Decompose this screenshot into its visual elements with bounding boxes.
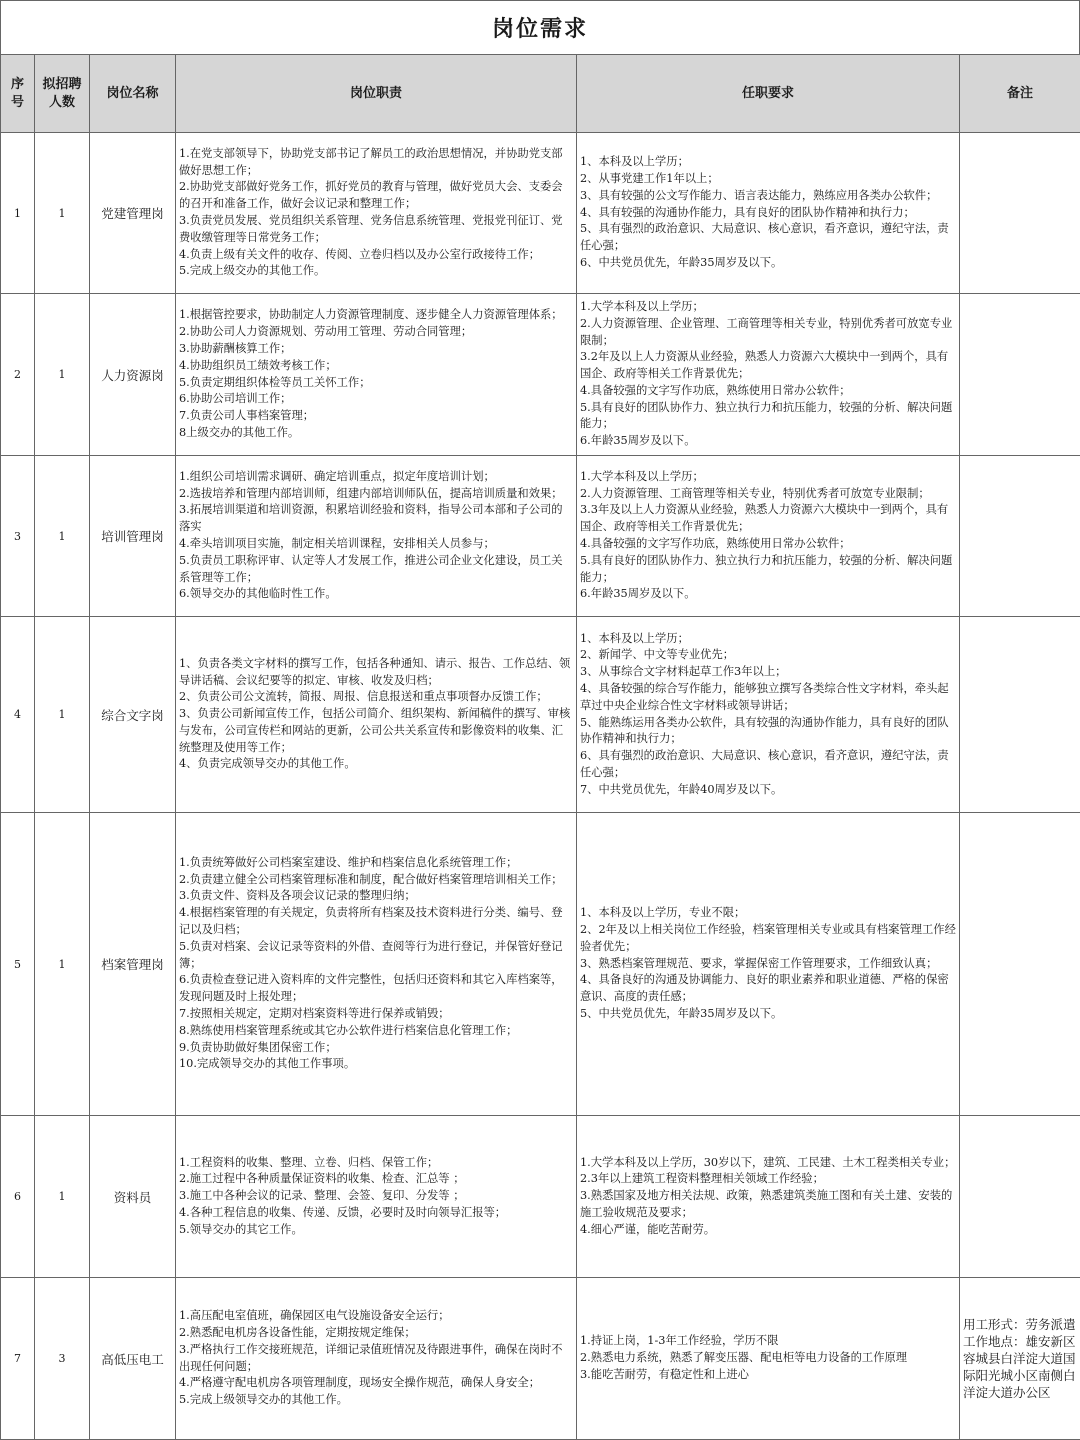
row-notes bbox=[960, 133, 1080, 294]
header-row bbox=[1, 55, 1080, 133]
header-no: 序号 bbox=[1, 55, 35, 133]
header-name: 岗位名称 bbox=[90, 55, 176, 133]
row-no: 2 bbox=[1, 294, 35, 456]
table-row bbox=[1, 617, 1080, 813]
row-notes bbox=[960, 617, 1080, 813]
row-count: 1 bbox=[35, 617, 90, 813]
table-row bbox=[1, 456, 1080, 617]
table-row bbox=[1, 813, 1080, 1116]
row-notes bbox=[960, 813, 1080, 1116]
row-position-name: 综合文字岗 bbox=[90, 617, 176, 813]
table-row bbox=[1, 294, 1080, 456]
row-position-name: 资料员 bbox=[90, 1116, 176, 1278]
row-duties: 1.工程资料的收集、整理、立卷、归档、保管工作； 2.施工过程中各种质量保证资料的收集、检查、汇总等 ； 3.施工中各种会议的记录、整理、会签、复印、分发等 ； 4.各种工程信息的收集、传递、反馈，必要时及时向领导汇报等； 5.领导交办的其它工作。 bbox=[176, 1116, 577, 1278]
header-requirements: 任职要求 bbox=[577, 55, 960, 133]
row-count: 1 bbox=[35, 456, 90, 617]
row-no: 7 bbox=[1, 1278, 35, 1440]
row-position-name: 培训管理岗 bbox=[90, 456, 176, 617]
row-count: 3 bbox=[35, 1278, 90, 1440]
row-notes bbox=[960, 294, 1080, 456]
row-requirements: 1.大学本科及以上学历； 2.人力资源管理、企业管理、工商管理等相关专业，特别优秀者可放宽专业限制； 3.2年及以上人力资源从业经验，熟悉人力资源六大模块中一到两个，具有国企、政府等相关工作背景优先； 4.具备较强的文字写作功底，熟练使用日常办公软件； 5.具有良好的团队协作力、独立执行力和抗压能力，较强的分析、解决问题能力； 6.年龄35周岁及以下。 bbox=[577, 294, 960, 456]
row-position-name: 党建管理岗 bbox=[90, 133, 176, 294]
row-no: 1 bbox=[1, 133, 35, 294]
row-no: 6 bbox=[1, 1116, 35, 1278]
row-duties: 1.在党支部领导下，协助党支部书记了解员工的政治思想情况，并协助党支部做好思想工作； 2.协助党支部做好党务工作，抓好党员的教育与管理，做好党员大会、支委会的召开和准备工作，做好会议记录和整理工作； 3.负责党员发展、党员组织关系管理、党务信息系统管理、党报党刊征订、党费收缴管理等日常党务工作； 4.负责上级有关文件的收存、传阅、立卷归档以及办公室行政接待工作； 5.完成上级交办的其他工作。 bbox=[176, 133, 577, 294]
row-duties: 1.负责统筹做好公司档案室建设、维护和档案信息化系统管理工作； 2.负责建立健全公司档案管理标准和制度，配合做好档案管理培训相关工作； 3.负责文件、资料及各项会议记录的整理归纳； 4.根据档案管理的有关规定，负责将所有档案及技术资料进行分类、编号、登记以及归档； 5.负责对档案、会议记录等资料的外借、查阅等行为进行登记，并保管好登记簿； 6.负责检查登记进入资料库的文件完整性，包括归还资料和其它入库档案等，发现问题及时上报处理； 7.按照相关规定，定期对档案资料等进行保养或销毁； 8.熟练使用档案管理系统或其它办公软件进行档案信息化管理工作； 9.负责协助做好集团保密工作； 10.完成领导交办的其他工作事项。 bbox=[176, 813, 577, 1116]
table-row bbox=[1, 1278, 1080, 1440]
row-count: 1 bbox=[35, 133, 90, 294]
row-requirements: 1、本科及以上学历，专业不限； 2、2年及以上相关岗位工作经验，档案管理相关专业或具有档案管理工作经验者优先； 3、熟悉档案管理规范、要求，掌握保密工作管理要求，工作细致认真； 4、具备良好的沟通及协调能力、良好的职业素养和职业道德、严格的保密意识、高度的责任感； 5、中共党员优先，年龄35周岁及以下。 bbox=[577, 813, 960, 1116]
row-notes bbox=[960, 1116, 1080, 1278]
row-count: 1 bbox=[35, 813, 90, 1116]
header-duties: 岗位职责 bbox=[176, 55, 577, 133]
row-no: 4 bbox=[1, 617, 35, 813]
row-requirements: 1.大学本科及以上学历； 2.人力资源管理、工商管理等相关专业，特别优秀者可放宽专业限制； 3.3年及以上人力资源从业经验，熟悉人力资源六大模块中一到两个，具有国企、政府等相关工作背景优先； 4.具备较强的文字写作功底，熟练使用日常办公软件； 5.具有良好的团队协作力、独立执行力和抗压能力，较强的分析、解决问题能力； 6.年龄35周岁及以下。 bbox=[577, 456, 960, 617]
row-duties: 1.高压配电室值班，确保园区电气设施设备安全运行； 2.熟悉配电机房各设备性能，定期按规定维保； 3.严格执行工作交接班规范，详细记录值班情况及待跟进事件，确保在岗时不出现任何问题； 4.严格遵守配电机房各项管理制度，现场安全操作规范，确保人身安全； 5.完成上级领导交办的其他工作。 bbox=[176, 1278, 577, 1440]
row-notes: 用工形式：劳务派遣 工作地点：雄安新区容城县白洋淀大道国际阳光城小区南侧白洋淀大道办公区 bbox=[960, 1278, 1080, 1440]
row-requirements: 1、本科及以上学历； 2、新闻学、中文等专业优先； 3、从事综合文字材料起草工作3年以上； 4、具备较强的综合写作能力，能够独立撰写各类综合性文字材料，牵头起草过中央企业综合性文字材料或领导讲话； 5、能熟练运用各类办公软件，具有较强的沟通协作能力，具有良好的团队协作精神和执行力； 6、具有强烈的政治意识、大局意识、核心意识，看齐意识，遵纪守法，责任心强； 7、中共党员优先，年龄40周岁及以下。 bbox=[577, 617, 960, 813]
row-count: 1 bbox=[35, 1116, 90, 1278]
header-notes: 备注 bbox=[960, 55, 1080, 133]
row-count: 1 bbox=[35, 294, 90, 456]
job-table bbox=[0, 54, 1080, 1440]
row-no: 5 bbox=[1, 813, 35, 1116]
table-row bbox=[1, 133, 1080, 294]
row-no: 3 bbox=[1, 456, 35, 617]
row-position-name: 档案管理岗 bbox=[90, 813, 176, 1116]
row-notes bbox=[960, 456, 1080, 617]
row-requirements: 1.持证上岗，1-3年工作经验，学历不限 2.熟悉电力系统，熟悉了解变压器、配电柜等电力设备的工作原理 3.能吃苦耐劳，有稳定性和上进心 bbox=[577, 1278, 960, 1440]
header-count: 拟招聘人数 bbox=[35, 55, 90, 133]
table-row bbox=[1, 1116, 1080, 1278]
row-requirements: 1.大学本科及以上学历，30岁以下，建筑、工民建、土木工程类相关专业； 2.3年以上建筑工程资料整理相关领域工作经验； 3.熟悉国家及地方相关法规、政策，熟悉建筑类施工图和有关土建、安装的施工验收规范及要求； 4.细心严谨，能吃苦耐劳。 bbox=[577, 1116, 960, 1278]
row-duties: 1、负责各类文字材料的撰写工作，包括各种通知、请示、报告、工作总结、领导讲话稿、会议纪要等的拟定、审核、收发及归档； 2、负责公司公文流转，简报、周报、信息报送和重点事项督办反馈工作； 3、负责公司新闻宣传工作，包括公司简介、组织架构、新闻稿件的撰写、审核与发布，公司宣传栏和网站的更新，公司公共关系宣传和影像资料的收集、汇统整理及使用等工作； 4、负责完成领导交办的其他工作。 bbox=[176, 617, 577, 813]
row-position-name: 高低压电工 bbox=[90, 1278, 176, 1440]
row-requirements: 1、本科及以上学历； 2、从事党建工作1年以上； 3、具有较强的公文写作能力、语言表达能力，熟练应用各类办公软件； 4、具有较强的沟通协作能力，具有良好的团队协作精神和执行力； 5、具有强烈的政治意识、大局意识、核心意识，看齐意识，遵纪守法，责任心强； 6、中共党员优先，年龄35周岁及以下。 bbox=[577, 133, 960, 294]
row-duties: 1.组织公司培训需求调研、确定培训重点，拟定年度培训计划； 2.选拔培养和管理内部培训师，组建内部培训师队伍，提高培训质量和效果； 3.拓展培训渠道和培训资源，积累培训经验和资料，指导公司本部和子公司的落实 4.牵头培训项目实施，制定相关培训课程，安排相关人员参与； 5.负责员工职称评审、认定等人才发展工作，推进公司企业文化建设，员工关系管理等工作； 6.领导交办的其他临时性工作。 bbox=[176, 456, 577, 617]
row-position-name: 人力资源岗 bbox=[90, 294, 176, 456]
page-title: 岗位需求 bbox=[0, 0, 1080, 54]
row-duties: 1.根据管控要求，协助制定人力资源管理制度、逐步健全人力资源管理体系； 2.协助公司人力资源规划、劳动用工管理、劳动合同管理； 3.协助薪酬核算工作； 4.协助组织员工绩效考核工作； 5.负责定期组织体检等员工关怀工作； 6.协助公司培训工作； 7.负责公司人事档案管理； 8上级交办的其他工作。 bbox=[176, 294, 577, 456]
